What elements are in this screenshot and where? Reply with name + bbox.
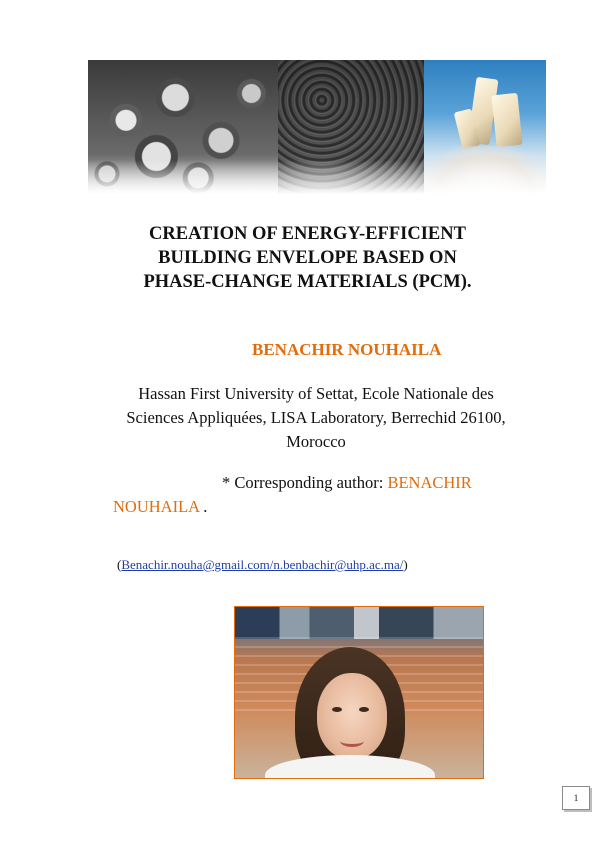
smile-shape bbox=[340, 735, 364, 747]
wall-posters bbox=[235, 607, 483, 639]
email-open-paren: ( bbox=[117, 557, 122, 572]
corresponding-author-name: BENACHIR bbox=[387, 473, 472, 492]
powder-pile bbox=[424, 146, 546, 194]
email-close-paren: ) bbox=[403, 557, 408, 572]
title-line: CREATION OF ENERGY-EFFICIENT bbox=[149, 224, 466, 244]
eye-shape bbox=[359, 707, 369, 712]
granular-material-image bbox=[278, 60, 424, 194]
affiliation-line: Hassan First University of Settat, Ecole Nationale des bbox=[138, 384, 494, 403]
header-image-strip bbox=[88, 60, 546, 194]
title-line: BUILDING ENVELOPE BASED ON bbox=[158, 248, 457, 268]
title-line: PHASE-CHANGE MATERIALS (PCM). bbox=[143, 272, 472, 292]
shirt-shape bbox=[265, 755, 435, 779]
email-link[interactable]: Benachir.nouha@gmail.com/n.benbachir@uhp.ac.ma/ bbox=[121, 557, 404, 572]
corresponding-author-suffix: . bbox=[199, 497, 208, 516]
author-portrait-photo bbox=[234, 606, 484, 779]
paper-title bbox=[60, 222, 555, 294]
pcm-crystal-image bbox=[424, 60, 546, 194]
corresponding-author-line-2 bbox=[113, 497, 207, 517]
affiliation-line: Morocco bbox=[286, 432, 346, 451]
author-name: BENACHIR NOUHAILA bbox=[252, 340, 442, 359]
corresponding-author-line bbox=[222, 473, 472, 493]
page-number: 1 bbox=[562, 786, 590, 810]
affiliation bbox=[100, 382, 532, 454]
affiliation-line: Sciences Appliquées, LISA Laboratory, Berrechid 26100, bbox=[126, 408, 506, 427]
contact-email bbox=[117, 557, 408, 573]
eye-shape bbox=[332, 707, 342, 712]
crystal-shape bbox=[491, 93, 522, 147]
corresponding-author-label: * Corresponding author: bbox=[222, 473, 388, 492]
corresponding-author-name-cont: NOUHAILA bbox=[113, 497, 200, 516]
microscope-particles-image bbox=[88, 60, 278, 194]
